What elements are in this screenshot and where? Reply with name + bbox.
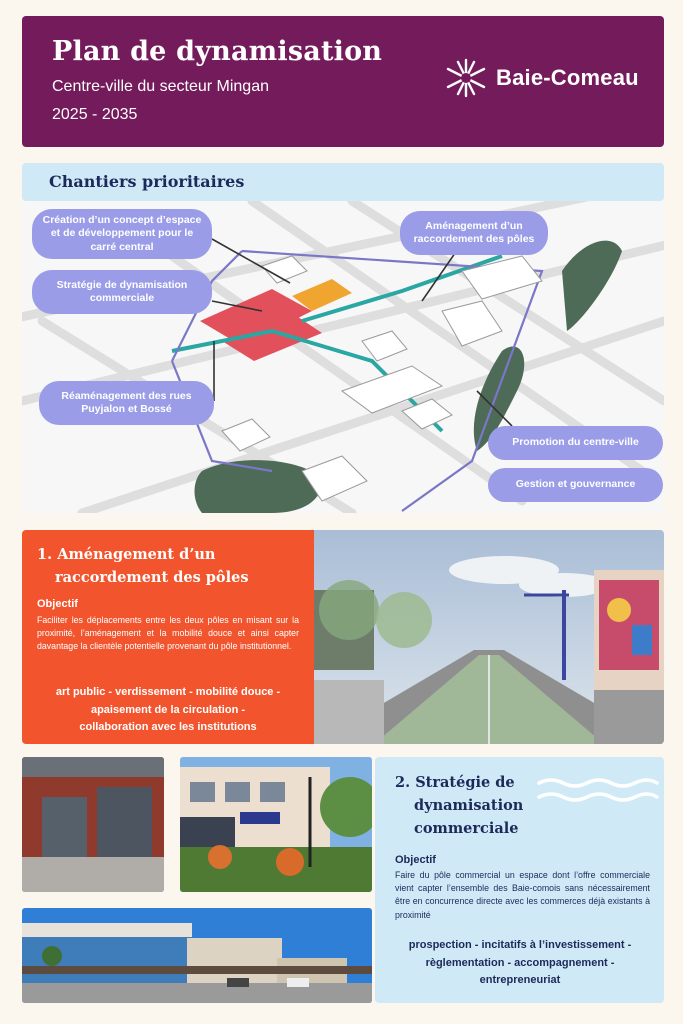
section2-objective-label: Objectif	[395, 854, 436, 866]
chantiers-title: Chantiers prioritaires	[49, 172, 245, 191]
street-rendering-photo	[314, 530, 664, 744]
label-promotion-centre-ville: Promotion du centre-ville	[488, 426, 663, 460]
header-banner	[22, 16, 664, 147]
label-raccordement-poles: Aménagement d’un raccordement des pôles	[400, 211, 548, 255]
section2-objective-text: Faire du pôle commercial un espace dont l’offre commerciale vient capter l’ensemble des Baie-comois sans nécessairement être en concurrence directe avec les commerces déjà existants à proximité	[395, 870, 650, 920]
section1-objective-label: Objectif	[37, 598, 78, 610]
label-gestion-gouvernance: Gestion et gouvernance	[488, 468, 663, 502]
page-subtitle: Centre-ville du secteur Mingan	[52, 78, 269, 95]
chantiers-map	[22, 201, 664, 513]
baie-comeau-logo	[442, 56, 639, 100]
storefront-brick-photo	[22, 757, 164, 892]
section2-number: 2.	[395, 774, 411, 791]
section1-objective-text: Faciliter les déplacements entre les deux pôles en misant sur la proximité, l’aménagement et la mobilité douce et ainsi capter davantage la clientèle potentielle provenant du pôle institutionnel.	[37, 615, 299, 652]
star-logo-icon	[442, 56, 490, 100]
label-strategie-commerciale: Stratégie de dynamisation commerciale	[32, 270, 212, 314]
section-raccordement	[22, 530, 664, 744]
section2-keywords: prospection - incitatifs à l’investissement - règlementation - accompagnement - entrepreneuriat	[408, 939, 632, 987]
section1-text-panel	[22, 530, 314, 744]
page-years: 2025 - 2035	[52, 106, 138, 123]
section-dynamisation	[375, 757, 664, 1003]
label-carre-central: Création d’un concept d’espace et de développement pour le carré central	[32, 209, 212, 259]
chantiers-header	[22, 163, 664, 201]
label-rues-puyjalon-bosse: Réaménagement des rues Puyjalon et Bossé	[39, 381, 214, 425]
commercial-block-photo	[22, 908, 372, 1003]
section2-title: 2. Stratégie de dynamisation commerciale	[395, 774, 524, 838]
section1-keywords: art public - verdissement - mobilité douce - apaisement de la circulation - collaboration avec les institutions	[55, 686, 281, 734]
wave-decoration	[535, 775, 660, 805]
page-title: Plan de dynamisation	[52, 36, 383, 67]
section1-number: 1.	[37, 546, 53, 563]
logo-text: Baie-Comeau	[496, 65, 639, 90]
storefront-street-photo	[180, 757, 372, 892]
section1-title: 1. Aménagement d’un raccordement des pôles	[37, 546, 249, 587]
